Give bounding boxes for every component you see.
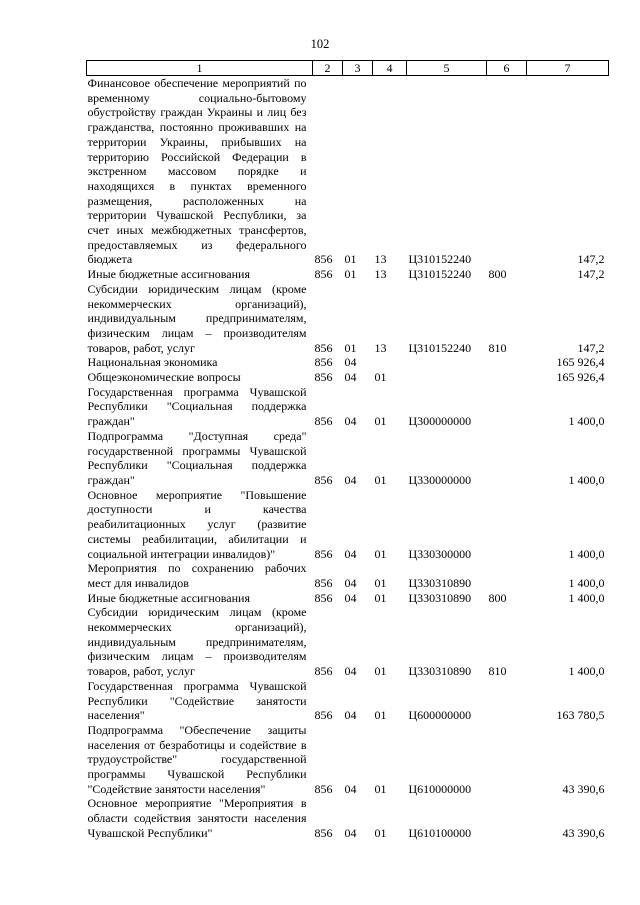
table-row [87,282,609,356]
row-amount: 1 400,0 [568,472,605,487]
table-row [87,605,609,679]
row-expense-type [487,355,527,370]
row-amount: 147,2 [577,267,605,282]
row-target-article: Ц330310890 [408,575,472,590]
row-grbs: 856 [314,781,333,796]
row-subsection: 01 [374,664,387,679]
row-target-article: Ц310152240 [408,252,472,267]
row-target-article: Ц330000000 [408,472,472,487]
budget-table [86,60,609,841]
row-amount: 43 390,6 [562,781,605,796]
table-row [87,267,609,282]
row-expense-type: 800 [488,267,507,282]
row-name: Иные бюджетные ассигнования [87,590,250,605]
row-amount: 147,2 [577,252,605,267]
page-number: 102 [310,37,330,51]
row-subsection: 01 [374,414,387,429]
row-amount: 165 926,4 [556,355,605,370]
row-grbs: 856 [314,355,333,370]
row-grbs: 856 [314,546,333,561]
row-section: 01 [344,252,357,267]
row-expense-type [487,796,527,840]
row-target-article: Ц610100000 [408,825,472,840]
column-header: 6 [487,61,527,76]
row-target-article: Ц310152240 [408,340,472,355]
row-amount: 165 926,4 [556,370,605,385]
row-subsection [373,355,407,370]
row-section: 04 [344,355,357,370]
row-name: Подпрограмма "Доступная среда" государственной программы Чувашской Республики "Социальная поддержка граждан" [87,428,307,487]
row-amount: 1 400,0 [568,546,605,561]
column-header: 7 [527,61,609,76]
row-grbs: 856 [314,252,333,267]
row-expense-type: 810 [488,664,507,679]
row-target-article: Ц330310890 [408,664,472,679]
table-row [87,591,609,606]
row-expense-type [487,370,527,385]
row-section: 04 [344,414,357,429]
row-expense-type [487,76,527,268]
row-grbs: 856 [314,708,333,723]
row-name: Подпрограмма "Обеспечение защиты населения от безработицы и содействие в трудоустройстве" государственной программы Чувашской Республики "Содействие занятости населения" [87,722,307,796]
row-amount: 163 780,5 [556,708,605,723]
row-target-article: Ц310152240 [408,267,472,282]
row-expense-type [487,488,527,562]
row-target-article [407,370,487,385]
row-section: 04 [344,575,357,590]
row-grbs: 856 [314,340,333,355]
row-section: 04 [344,708,357,723]
row-section: 04 [344,370,357,385]
row-subsection: 01 [374,825,387,840]
table-row [87,488,609,562]
row-grbs: 856 [314,575,333,590]
row-subsection: 13 [374,267,387,282]
row-expense-type [487,679,527,723]
row-subsection: 01 [374,781,387,796]
column-header: 3 [343,61,373,76]
row-section: 04 [344,546,357,561]
row-name: Государственная программа Чувашской Республики "Социальная поддержка граждан" [87,384,307,429]
row-amount: 1 400,0 [568,414,605,429]
row-target-article: Ц330310890 [408,590,472,605]
row-expense-type: 810 [488,340,507,355]
row-expense-type: 800 [488,590,507,605]
row-name: Субсидии юридическим лицам (кроме некоммерческих организаций), индивидуальным предпринимателям, физическим лицам – производителям товаров, работ, услуг [87,605,307,679]
row-name: Основное мероприятие "Повышение доступности и качества реабилитационных услуг (развитие системы реабилитации, абилитации и социальной интеграции инвалидов)" [87,487,307,561]
row-target-article: Ц330300000 [408,546,472,561]
row-name: Общеэкономические вопросы [87,370,241,385]
row-subsection: 01 [374,708,387,723]
table-row [87,355,609,370]
column-header: 1 [87,61,313,76]
row-name: Основное мероприятие "Мероприятия в области содействия занятости населения Чувашской Республики" [87,796,307,840]
row-section: 04 [344,781,357,796]
row-target-article [407,355,487,370]
table-header-row [87,61,609,76]
row-section: 04 [344,664,357,679]
row-grbs: 856 [314,664,333,679]
row-section: 04 [344,825,357,840]
row-target-article: Ц300000000 [408,414,472,429]
row-subsection: 01 [374,546,387,561]
table-row [87,370,609,385]
row-expense-type [487,429,527,488]
row-name: Мероприятия по сохранению рабочих мест для инвалидов [87,561,307,590]
row-target-article: Ц610000000 [408,781,472,796]
row-target-article: Ц600000000 [408,708,472,723]
table-row [87,796,609,840]
row-expense-type [487,723,527,797]
row-subsection: 01 [374,590,387,605]
row-amount: 147,2 [577,340,605,355]
row-grbs: 856 [314,590,333,605]
row-section: 01 [344,340,357,355]
row-amount: 1 400,0 [568,575,605,590]
row-amount: 43 390,6 [562,825,605,840]
row-section: 04 [344,472,357,487]
row-expense-type [487,385,527,429]
row-name: Государственная программа Чувашской Республики "Содействие занятости населения" [87,678,307,723]
table-row [87,561,609,590]
row-expense-type [487,561,527,590]
row-subsection: 01 [374,472,387,487]
row-grbs: 856 [314,414,333,429]
row-section: 01 [344,267,357,282]
row-grbs: 856 [314,472,333,487]
column-header: 4 [373,61,407,76]
column-header: 2 [313,61,343,76]
table-row [87,76,609,268]
column-header: 5 [407,61,487,76]
row-name: Финансовое обеспечение мероприятий по временному социально-бытовому обустройству граждан Украины и лиц без гражданства, постоянно проживавших на территории Украины, прибывших на территорию Российской Федерации в экстренном массовом порядке и находящихся в пунктах временного размещения, расположенных на территории Чувашской Республики, за счет иных межбюджетных трансфертов, предоставляемых из федерального бюджета [87,76,307,267]
row-subsection: 01 [374,575,387,590]
row-name: Иные бюджетные ассигнования [87,267,250,282]
row-name: Национальная экономика [87,355,218,370]
table-row [87,679,609,723]
row-section: 04 [344,590,357,605]
row-amount: 1 400,0 [568,590,605,605]
row-subsection: 01 [374,370,387,385]
row-subsection: 13 [374,252,387,267]
row-grbs: 856 [314,267,333,282]
table-row [87,723,609,797]
row-subsection: 13 [374,340,387,355]
row-grbs: 856 [314,370,333,385]
table-row [87,385,609,429]
row-amount: 1 400,0 [568,664,605,679]
row-grbs: 856 [314,825,333,840]
table-row [87,429,609,488]
row-name: Субсидии юридическим лицам (кроме некоммерческих организаций), индивидуальным предпринимателям, физическим лицам – производителям товаров, работ, услуг [87,281,307,355]
